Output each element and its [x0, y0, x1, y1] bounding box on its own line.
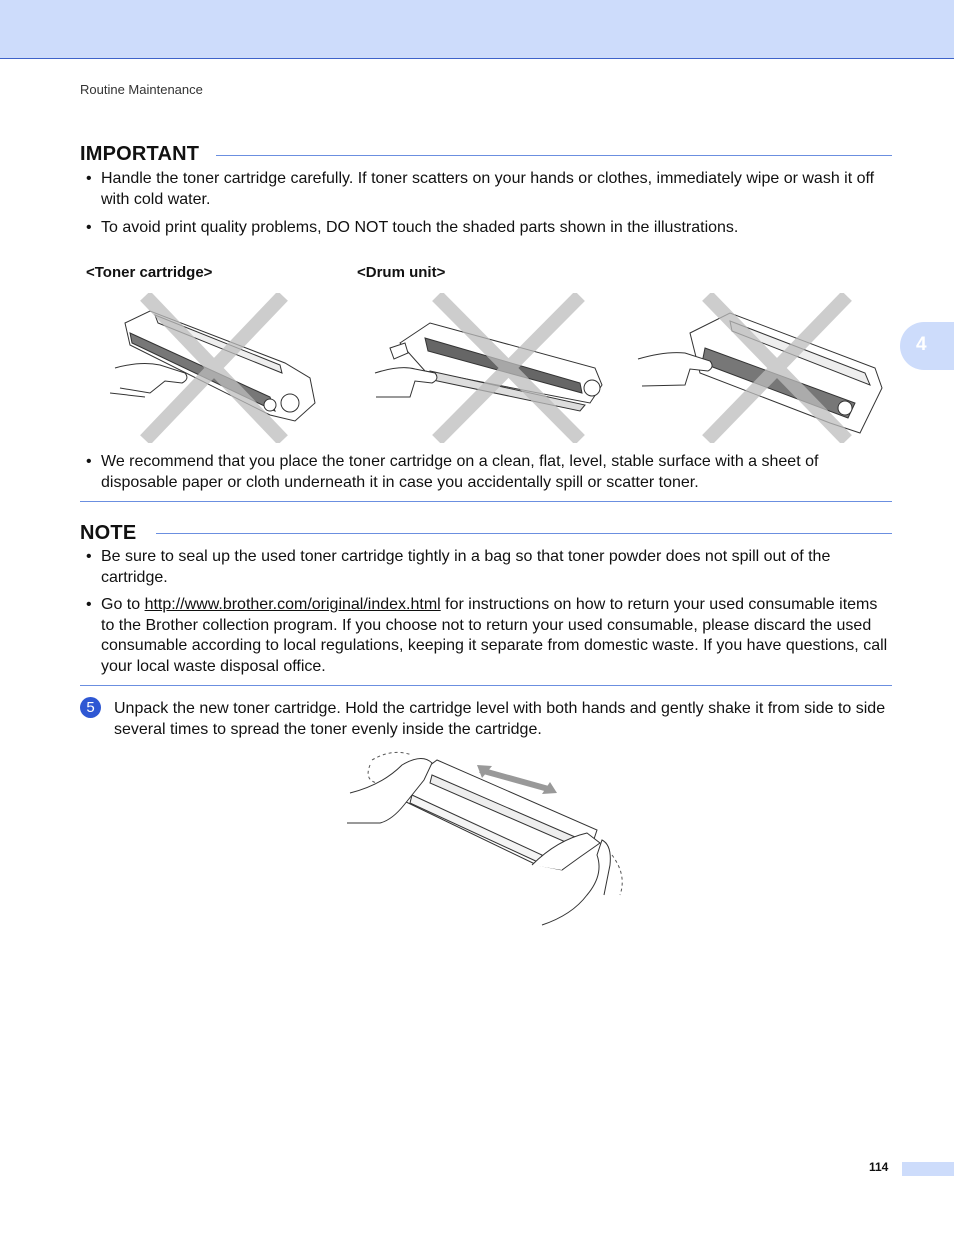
bullet-suffix: for instructions on how to return your used consumable items to the Brother collection program. If you choose not to return your used consumable, please discard the used consumable according to local regulations, keeping it separate from domestic waste. If you have questions, call your local waste disposal office. — [101, 596, 888, 675]
chapter-tab — [900, 322, 954, 370]
running-header: Routine Maintenance — [80, 82, 203, 97]
note-rule — [156, 533, 892, 534]
chapter-number: 4 — [916, 334, 927, 355]
step-text: Unpack the new toner cartridge. Hold the cartridge level with both hands and gently shake it from side to side several times to spread the toner evenly inside the cartridge. — [114, 700, 886, 738]
note-heading: NOTE — [80, 522, 137, 544]
important-bullet-2: • To avoid print quality problems, DO NOT touch the shaded parts shown in the illustrations. — [86, 218, 891, 240]
brother-recycle-link[interactable]: http://www.brother.com/original/index.html — [144, 596, 441, 613]
drum-unit-illustration — [370, 293, 610, 443]
important-heading: IMPORTANT — [80, 143, 200, 165]
bullet-text: Handle the toner cartridge carefully. If toner scatters on your hands or clothes, immediately wipe or wash it off with cold water. — [101, 170, 875, 208]
note-bullet-2: • Go to http://www.brother.com/original/index.html for instructions on how to return your used consumable items to the Brother collection program. If you choose not to return your used consumable, please discard the used consumable according to local regulations, keeping it separate from domestic waste. If you have questions, call your local waste disposal office. — [86, 595, 891, 679]
shake-cartridge-illustration — [342, 745, 632, 930]
note-end-rule — [80, 685, 892, 686]
step-number-badge: 5 — [80, 697, 101, 718]
drum-caption: <Drum unit> — [357, 264, 446, 281]
important-bullet-3: • We recommend that you place the toner cartridge on a clean, flat, level, stable surface with a sheet of disposable paper or cloth underneath it in case you accidentally spill or scatter toner. — [86, 452, 891, 494]
important-bullet-1: • Handle the toner cartridge carefully. If toner scatters on your hands or clothes, immediately wipe or wash it off with cold water. — [86, 169, 891, 211]
toner-cartridge-illustration — [110, 293, 325, 443]
page-number: 114 — [869, 1160, 889, 1174]
top-band — [0, 0, 954, 59]
note-bullet-1: • Be sure to seal up the used toner cartridge tightly in a bag so that toner powder does not spill out of the cartridge. — [86, 547, 891, 589]
important-end-rule — [80, 501, 892, 502]
bullet-text: Be sure to seal up the used toner cartridge tightly in a bag so that toner powder does not spill out of the cartridge. — [101, 548, 831, 586]
bullet-text — [101, 595, 891, 677]
toner-caption: <Toner cartridge> — [86, 264, 213, 281]
bullet-prefix: Go to — [101, 596, 145, 613]
bullet-text: We recommend that you place the toner cartridge on a clean, flat, level, stable surface with a sheet of disposable paper or cloth underneath it in case you accidentally spill or scatter toner. — [101, 453, 819, 491]
bullet-text: To avoid print quality problems, DO NOT touch the shaded parts shown in the illustrations. — [101, 219, 739, 236]
page-tab — [902, 1162, 954, 1176]
drum-toner-assembly-illustration — [630, 293, 890, 443]
important-rule — [216, 155, 892, 156]
